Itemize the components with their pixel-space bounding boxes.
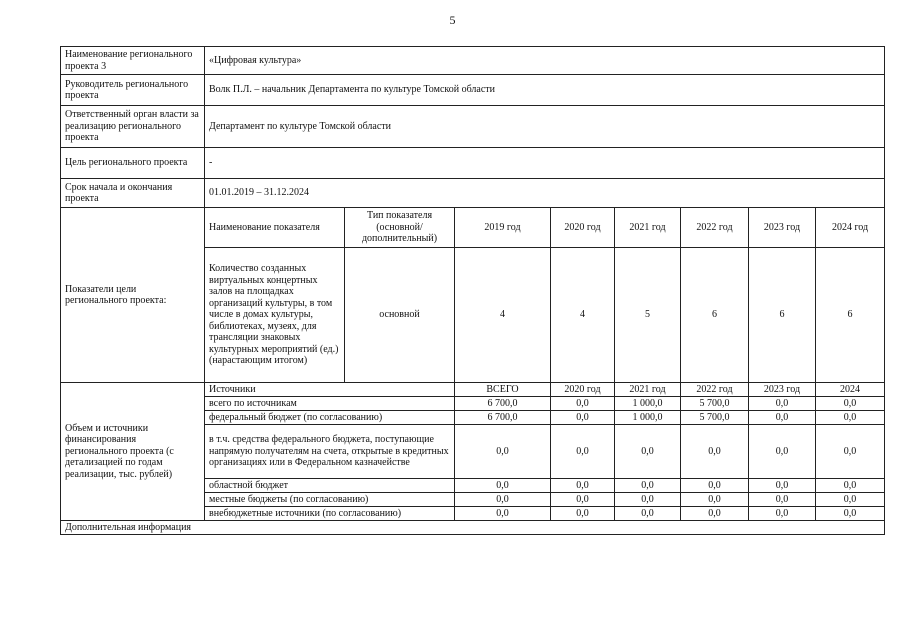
project-name-row (61, 47, 885, 75)
indicator-value: 6 (681, 248, 749, 383)
finance-value: 0,0 (455, 479, 551, 493)
finance-value: 0,0 (615, 425, 681, 479)
finance-value: 0,0 (551, 397, 615, 411)
finance-value: 6 700,0 (455, 411, 551, 425)
finance-column-header: 2022 год (681, 383, 749, 397)
year-header: 2020 год (551, 208, 615, 248)
finance-value: 0,0 (551, 507, 615, 521)
finance-value: 0,0 (551, 425, 615, 479)
indicator-type-header: Тип показателя (основной/дополнительный) (345, 208, 455, 248)
finance-value: 0,0 (615, 493, 681, 507)
indicator-name-header: Наименование показателя (205, 208, 345, 248)
finance-value: 5 700,0 (681, 397, 749, 411)
year-header: 2022 год (681, 208, 749, 248)
year-header: 2019 год (455, 208, 551, 248)
finance-value: 0,0 (816, 507, 885, 521)
finance-value: 0,0 (681, 425, 749, 479)
finance-column-header: ВСЕГО (455, 383, 551, 397)
authority-value: Департамент по культуре Томской области (205, 106, 885, 148)
finance-value: 0,0 (455, 507, 551, 521)
finance-source-label: федеральный бюджет (по согласованию) (205, 411, 455, 425)
finance-value: 0,0 (551, 411, 615, 425)
finance-value: 0,0 (455, 493, 551, 507)
indicator-value: 5 (615, 248, 681, 383)
finance-value: 0,0 (615, 479, 681, 493)
finance-value: 0,0 (455, 425, 551, 479)
project-head-value: Волк П.Л. – начальник Департамента по культуре Томской области (205, 75, 885, 106)
indicator-type: основной (345, 248, 455, 383)
finance-value: 0,0 (816, 493, 885, 507)
finance-value: 0,0 (681, 479, 749, 493)
finance-value: 0,0 (816, 411, 885, 425)
finance-column-header: 2020 год (551, 383, 615, 397)
finance-value: 0,0 (816, 425, 885, 479)
finance-value: 0,0 (749, 479, 816, 493)
finance-value: 0,0 (749, 493, 816, 507)
finance-value: 0,0 (749, 507, 816, 521)
project-name-label: Наименование регионального проекта 3 (61, 47, 205, 75)
finance-value: 0,0 (615, 507, 681, 521)
project-name-value: «Цифровая культура» (205, 47, 885, 75)
year-header: 2023 год (749, 208, 816, 248)
goal-value: - (205, 148, 885, 179)
term-value: 01.01.2019 – 31.12.2024 (205, 179, 885, 208)
finance-column-header: 2024 (816, 383, 885, 397)
finance-source-label: в т.ч. средства федерального бюджета, поступающие напрямую получателям на счета, открытые в кредитных организациях или в Федеральном казначействе (205, 425, 455, 479)
page-number: 5 (449, 13, 456, 27)
finance-value: 0,0 (551, 493, 615, 507)
regional-project-table (60, 46, 885, 535)
year-header: 2021 год (615, 208, 681, 248)
finance-value: 0,0 (681, 493, 749, 507)
finance-value: 0,0 (749, 397, 816, 411)
indicators-section-label: Показатели цели регионального проекта: (61, 208, 205, 383)
project-head-label: Руководитель регионального проекта (61, 75, 205, 106)
finance-source-label: местные бюджеты (по согласованию) (205, 493, 455, 507)
finance-value: 5 700,0 (681, 411, 749, 425)
goal-label: Цель регионального проекта (61, 148, 205, 179)
finance-section-label: Объем и источники финансирования регионального проекта (с детализацией по годам реализации, тыс. рублей) (61, 383, 205, 521)
sources-header: Источники (205, 383, 455, 397)
finance-column-header: 2021 год (615, 383, 681, 397)
finance-value: 0,0 (681, 507, 749, 521)
additional-info-label: Дополнительная информация (61, 521, 885, 535)
finance-column-header: 2023 год (749, 383, 816, 397)
finance-value: 0,0 (816, 397, 885, 411)
finance-value: 0,0 (749, 425, 816, 479)
additional-info-row (61, 521, 885, 535)
finance-value: 0,0 (749, 411, 816, 425)
term-row (61, 179, 885, 208)
finance-source-label: областной бюджет (205, 479, 455, 493)
indicator-value: 4 (551, 248, 615, 383)
finance-value: 0,0 (816, 479, 885, 493)
indicator-name: Количество созданных виртуальных концертных залов на площадках организаций культуры, в том числе в домах культуры, библиотеках, музеях, для трансляции знаковых культурных мероприятий (ед.) (нарастающим итогом) (205, 248, 345, 383)
project-head-row (61, 75, 885, 106)
finance-value: 1 000,0 (615, 411, 681, 425)
finance-value: 0,0 (551, 479, 615, 493)
indicator-value: 4 (455, 248, 551, 383)
finance-value: 6 700,0 (455, 397, 551, 411)
indicator-value: 6 (749, 248, 816, 383)
finance-source-label: внебюджетные источники (по согласованию) (205, 507, 455, 521)
authority-row (61, 106, 885, 148)
indicator-value: 6 (816, 248, 885, 383)
goal-row (61, 148, 885, 179)
finance-header-row (61, 383, 885, 397)
indicator-header-row (61, 208, 885, 248)
finance-source-label: всего по источникам (205, 397, 455, 411)
authority-label: Ответственный орган власти за реализацию регионального проекта (61, 106, 205, 148)
year-header: 2024 год (816, 208, 885, 248)
term-label: Срок начала и окончания проекта (61, 179, 205, 208)
finance-value: 1 000,0 (615, 397, 681, 411)
